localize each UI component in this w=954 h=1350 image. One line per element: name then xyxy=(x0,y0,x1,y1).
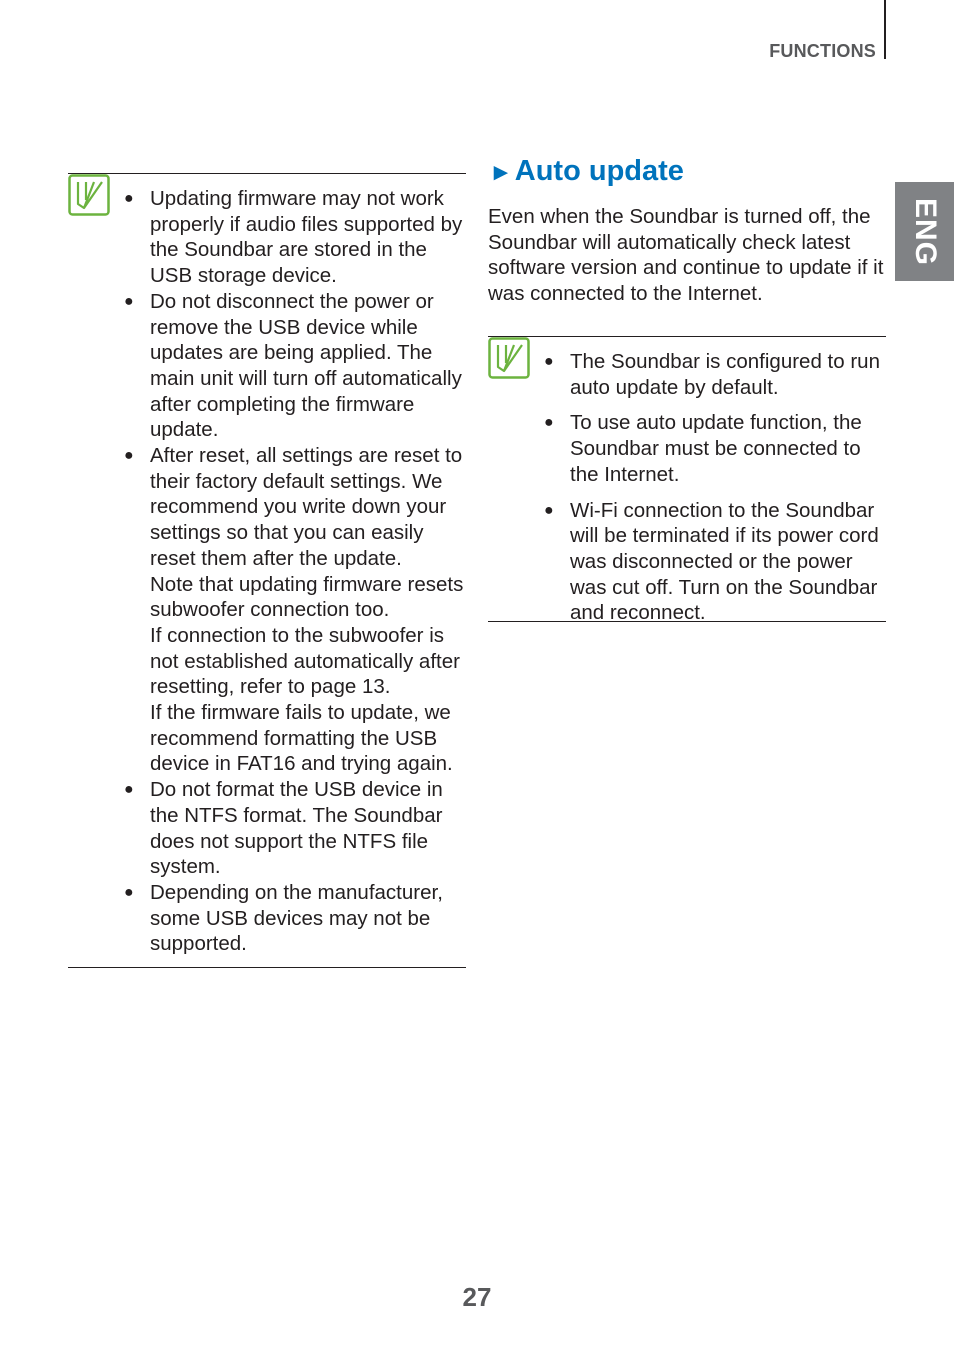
list-item-text: Wi-Fi connection to the Soundbar will be terminated if its power cord was disconnected or the power was cut off. Turn on the Soundbar and reconnect. xyxy=(570,498,879,625)
list-item-text: Updating firmware may not work properly if audio files supported by the Soundbar are stored in the USB storage device. xyxy=(150,187,463,288)
right-note-list xyxy=(544,349,884,636)
section-title-text: Auto update xyxy=(514,155,684,187)
bullet: ● xyxy=(544,414,554,432)
bullet: ● xyxy=(124,292,134,310)
section-arrow-icon: ► xyxy=(489,159,513,186)
list-item-text: Depending on the manufacturer, some USB devices may not be supported. xyxy=(150,880,443,956)
note-pencil-icon xyxy=(488,337,530,384)
bullet: ● xyxy=(544,353,554,370)
auto-update-heading xyxy=(489,154,684,190)
bullet: ● xyxy=(124,781,134,799)
note-pencil-icon xyxy=(68,174,110,221)
list-item xyxy=(544,410,884,487)
list-item xyxy=(124,777,464,880)
list-item-text: The Soundbar is configured to run auto update by default. xyxy=(570,350,880,399)
list-item xyxy=(124,880,464,957)
section-label: FUNCTIONS xyxy=(769,41,876,61)
left-note-list xyxy=(124,186,464,957)
page-number: 27 xyxy=(462,1282,492,1312)
language-tab xyxy=(895,182,954,281)
list-item-text: To use auto update function, the Soundbar must be connected to the Internet. xyxy=(570,411,862,486)
list-item xyxy=(124,443,464,777)
right-note-box xyxy=(488,336,886,625)
left-note-box xyxy=(68,173,466,968)
header-divider xyxy=(884,0,886,59)
auto-update-body: Even when the Soundbar is turned off, the Soundbar will automatically check latest software version and continue to update if it was connected to the Internet. xyxy=(488,205,884,306)
bullet: ● xyxy=(124,447,134,465)
list-item xyxy=(124,289,464,443)
list-item-text: After reset, all settings are reset to their factory default settings. We recommend you write down your settings so that you can easily reset them after the update. Note that updating firmware resets subwoofer connection too. If connection to the subwoofer is not established automatically after resetting, refer to page 13. If the firmware fails to update, we recommend formatting the USB device in FAT16 and trying again. xyxy=(150,444,464,776)
bullet: ● xyxy=(124,883,134,901)
list-item xyxy=(124,186,464,289)
list-item-text: Do not format the USB device in the NTFS format. The Soundbar does not support the NTFS file system. xyxy=(150,778,443,879)
bullet: ● xyxy=(544,501,554,519)
bullet: ● xyxy=(124,190,134,207)
list-item xyxy=(544,349,884,400)
list-item-text: Do not disconnect the power or remove the USB device while updates are being applied. The main unit will turn off automatically after completing the firmware update. xyxy=(150,289,462,442)
language-tab-label: ENG xyxy=(908,197,942,266)
list-item xyxy=(544,498,884,627)
